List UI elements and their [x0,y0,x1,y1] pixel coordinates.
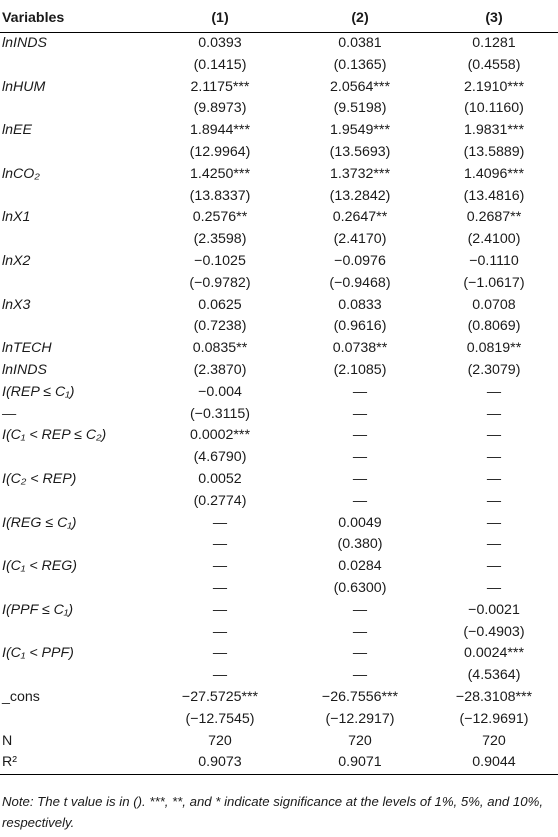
cell-model-3: — [486,579,502,596]
cell-model-3: (2.3079) [467,361,521,378]
table-row [0,164,558,186]
cell-model-3: (−0.4903) [463,623,525,640]
cell-model-2: 0.2647** [332,209,388,226]
table-note: Note: The t value is in (). ***, **, and * indicate significance at the levels of 1%, 5%, and 10%, respectively. [2,794,543,830]
cell-model-1: (4.6790) [193,449,247,466]
table-row [0,622,558,644]
table-row [0,251,558,273]
cell-model-1: 1.8944*** [190,122,250,139]
cell-model-2: 1.9549*** [330,122,390,139]
cell-model-1: — [212,601,228,618]
row-label: I(C₂ < REP) [2,470,77,487]
cell-model-3: — [486,427,502,444]
cell-model-3: (13.4816) [463,187,525,204]
row-label: N [2,732,13,749]
row-label: I(C₁ < REG) [2,558,78,575]
row-label [0,55,150,77]
header-model-2: (2) [290,4,430,33]
header-model-3: (3) [430,4,558,33]
cell-model-2: — [352,667,368,684]
table-row [0,491,558,513]
cell-model-1: 0.0835** [192,340,248,357]
table-row [0,295,558,317]
cell-model-3: 0.9044 [430,752,558,774]
cell-model-2: — [352,427,368,444]
table-header [0,4,558,33]
cell-model-2: 0.0833 [338,296,382,313]
row-label: I(C₁ < PPF) [2,645,74,662]
row-label [0,98,150,120]
table-row [0,578,558,600]
table-row [0,534,558,556]
cell-model-1: (−0.3115) [189,405,251,422]
cell-model-1: 0.9073 [150,752,290,774]
cell-model-2: — [352,449,368,466]
cell-model-1: (−12.7545) [185,710,255,727]
table-row [0,338,558,360]
cell-model-3: (−1.0617) [463,274,525,291]
table-row [0,273,558,295]
table-row [0,447,558,469]
cell-model-2: — [352,405,368,422]
cell-model-3: (0.4558) [467,56,521,73]
cell-model-3: −0.1110 [469,252,519,269]
table-row [0,643,558,665]
table-row [0,55,558,77]
cell-model-2: (2.1085) [333,361,387,378]
cell-model-2: (9.5198) [333,100,387,117]
header-row [0,4,558,33]
cell-model-2: 0.9071 [290,752,430,774]
cell-model-1: 0.0052 [198,470,242,487]
table-row [0,186,558,208]
cell-model-1: (13.8337) [189,187,251,204]
cell-model-1: (0.7238) [193,318,247,335]
cell-model-1: — [212,514,228,531]
cell-model-1: 0.0002*** [190,427,250,444]
cell-model-3: — [486,536,502,553]
row-label [0,578,150,600]
row-label: I(PPF ≤ C₁) [2,601,74,618]
cell-model-2: 0.0738** [332,340,388,357]
cell-model-2: — [352,645,368,662]
cell-model-2: 720 [348,732,372,749]
cell-model-3: 720 [482,732,506,749]
row-label: lnX2 [2,252,31,269]
cell-model-3: 1.9831*** [464,122,524,139]
row-label: lnTECH [2,340,52,357]
cell-model-2: — [352,492,368,509]
row-label [0,447,150,469]
row-label: R² [0,752,150,774]
cell-model-3: (10.1160) [464,100,524,117]
cell-model-2: (2.4170) [333,231,387,248]
cell-model-1: — [212,623,228,640]
cell-model-1: (12.9964) [189,143,251,160]
table-row [0,731,558,753]
row-label [0,491,150,513]
cell-model-1: 0.2576** [192,209,248,226]
table-row [0,382,558,404]
row-label: — [2,405,17,422]
cell-model-2: (13.2842) [329,187,391,204]
table-row [0,360,558,382]
row-label: lnINDS [2,35,47,51]
row-label: lnX1 [2,209,31,226]
cell-model-1: — [212,536,228,553]
cell-model-2: (13.5693) [329,143,391,160]
cell-model-3: (−12.9691) [459,710,529,727]
cell-model-3: 0.1281 [472,35,516,51]
cell-model-2: −26.7556*** [321,688,399,705]
cell-model-2: (0.6300) [333,579,387,596]
cell-model-3: — [486,383,502,400]
cell-model-3: — [486,405,502,422]
cell-model-3: — [486,470,502,487]
row-label [0,186,150,208]
table-row [0,98,558,120]
header-variables: Variables [0,4,150,33]
cell-model-1: (2.3598) [193,231,247,248]
cell-model-3: 0.2687** [466,209,522,226]
cell-model-2: (0.9616) [333,318,387,335]
table-row [0,33,558,55]
table-row [0,425,558,447]
cell-model-1: — [212,558,228,575]
cell-model-2: (−0.9468) [329,274,391,291]
cell-model-3: (0.8069) [467,318,521,335]
cell-model-3: (2.4100) [467,231,521,248]
cell-model-1: (9.8973) [193,100,247,117]
row-label [0,709,150,731]
cell-model-1: 0.0393 [198,35,242,51]
cell-model-3: 2.1910*** [464,78,524,95]
header-model-1: (1) [150,4,290,33]
cell-model-3: −28.3108*** [455,688,533,705]
cell-model-3: −0.0021 [468,601,520,618]
table-row [0,120,558,142]
cell-model-2: −0.0976 [334,252,386,269]
cell-model-2: 0.0049 [338,514,382,531]
row-label: I(REG ≤ C₁) [2,514,77,531]
cell-model-1: −0.1025 [194,252,246,269]
table-row [0,600,558,622]
table-body [0,33,558,775]
row-label: I(REP ≤ C₁) [2,383,75,400]
cell-model-1: −0.004 [198,383,242,400]
cell-model-1: 2.1175*** [190,78,250,95]
cell-model-1: (2.3870) [193,361,247,378]
cell-model-2: — [352,623,368,640]
row-label [0,534,150,556]
cell-model-2: — [352,470,368,487]
cell-model-1: (−0.9782) [189,274,251,291]
cell-model-2: 1.3732*** [330,165,390,182]
cell-model-1: — [212,579,228,596]
cell-model-2: — [352,383,368,400]
row-label: I(C₁ < REP ≤ C₂) [2,427,107,444]
row-label [0,665,150,687]
cell-model-3: — [486,449,502,466]
cell-model-3: — [486,514,502,531]
row-label: _cons [2,688,40,705]
cell-model-2: (−12.2917) [325,710,395,727]
row-label [0,316,150,338]
cell-model-1: (0.2774) [193,492,247,509]
table-row [0,229,558,251]
cell-model-1: — [212,645,228,662]
cell-model-2: 2.0564*** [330,78,390,95]
cell-model-2: (0.1365) [333,56,387,73]
cell-model-1: 720 [208,732,232,749]
row-label [0,622,150,644]
cell-model-2: 0.0381 [338,35,382,51]
cell-model-1: — [212,667,228,684]
cell-model-3: 0.0819** [466,340,522,357]
table-row [0,556,558,578]
row-label: lnHUM [2,78,46,95]
cell-model-3: (13.5889) [463,143,525,160]
cell-model-3: 1.4096*** [464,165,524,182]
cell-model-2: — [352,601,368,618]
cell-model-3: — [486,558,502,575]
cell-model-3: — [486,492,502,509]
cell-model-1: −27.5725*** [181,688,259,705]
cell-model-1: (0.1415) [193,56,247,73]
table-row [0,513,558,535]
table-row [0,469,558,491]
row-label: lnINDS [2,361,47,378]
table-row [0,207,558,229]
cell-model-1: 0.0625 [198,296,242,313]
cell-model-2: (0.380) [337,536,383,553]
table-row [0,665,558,687]
table-row [0,709,558,731]
cell-model-3: 0.0708 [472,296,516,313]
table-row [0,752,558,774]
table-row [0,687,558,709]
table-row [0,316,558,338]
row-label [0,142,150,164]
row-label [0,273,150,295]
regression-table [0,4,558,775]
table-row [0,77,558,99]
row-label: lnCO₂ [2,165,40,182]
table-row [0,142,558,164]
row-label [0,229,150,251]
table-row [0,404,558,426]
cell-model-3: 0.0024*** [464,645,524,662]
row-label: lnX3 [2,296,31,313]
cell-model-3: (4.5364) [467,667,521,684]
row-label: lnEE [2,122,32,139]
cell-model-1: 1.4250*** [190,165,250,182]
cell-model-2: 0.0284 [338,558,382,575]
